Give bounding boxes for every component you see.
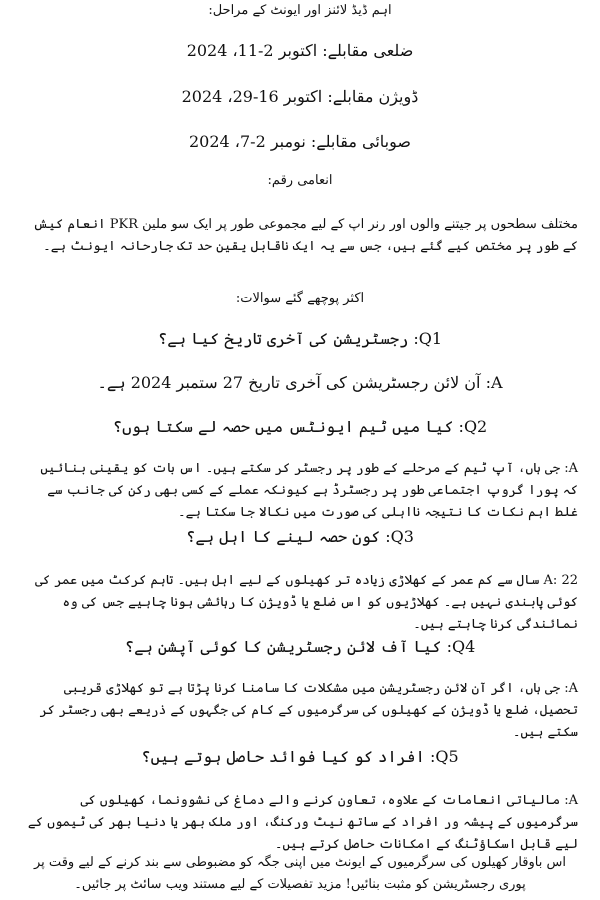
prize-paragraph: مختلف سطحوں پر جیتنے والوں اور رنر اپ کے لیے مجموعی طور پر ایک سو ملین PKR انعام کیش کے طور پر مختص کیے گئے ہیں، جس سے یہ ایک ناقابل یقین حد تک جارحانہ ایونٹ ہے۔: [32, 217, 578, 254]
section-heading-prize: انعامی رقم:: [267, 173, 333, 188]
closing-paragraph: اس باوقار کھیلوں کی سرگرمیوں کے ایونٹ میں اپنی جگہ کو مضبوطی سے بند کرنے کے لیے وقت پر پوری رجسٹریشن کو مثبت بنائیں! مزید تفصیلات کے لیے مستند ویب سائٹ پر جائیں۔: [34, 855, 566, 892]
deadline-provincial: صوبائی مقابلے: نومبر 2-7، 2024: [189, 132, 411, 151]
faq-question-1: Q1: رجسٹریشن کی آخری تاریخ کیا ہے؟: [157, 329, 443, 348]
faq-question-4: Q4: کیا آف لائن رجسٹریشن کا کوئی آپشن ہے؟: [124, 637, 476, 656]
faq-question-3: Q3: کون حصہ لینے کا اہل ہے؟: [186, 527, 414, 546]
section-heading-faq: اکثر پوچھے گئے سوالات:: [235, 291, 365, 306]
faq-question-5: Q5: افراد کو کیا فوائد حاصل ہوتے ہیں؟: [141, 747, 459, 766]
section-heading-deadlines: اہم ڈیڈ لائنز اور ایونٹ کے مراحل:: [208, 3, 392, 18]
faq-answer-2: A: جی ہاں، آپ ٹیم کے مرحلے کے طور پر رجسٹر کر سکتے ہیں۔ اس بات کو یقینی بنائیں کہ پورا گروپ اجتماعی طور پر رجسٹرڈ ہے کیونکہ عملے کے کسی بھی رکن کی جانب سے غلط اہم نکات کا نتیجہ نااہلی کی صورت میں نکالا جا سکتا ہے۔: [40, 461, 578, 520]
deadline-division: ڈویژن مقابلے: اکتوبر 16-29، 2024: [181, 87, 419, 106]
faq-answer-1: A: آن لائن رجسٹریشن کی آخری تاریخ 27 ستمبر 2024 ہے۔: [97, 373, 503, 392]
faq-answer-3: A: 22 سال سے کم عمر کے کھلاڑی زیادہ تر کھیلوں کے لیے اہل ہیں۔ تاہم کرکٹ میں عمر کی کوئی پابندی نہیں ہے۔ کھلاڑیوں کو اس ضلع یا ڈویژن کا رہائشی ہونا چاہیے جس کی وہ نمائندگی کرنا چاہتے ہیں۔: [34, 573, 578, 632]
faq-answer-5: A: مالیاتی انعامات کے علاوہ، تعاون کرنے والے دماغ کی نشوونما، کھیلوں کی سرگرمیوں کے پیشہ ور افراد کے ساتھ نیٹ ورکنگ، اور ملک بھر یا دنیا بھر کی ٹیموں کے لیے قابل اسکاؤٹنگ کے امکانات حاصل کرتے ہیں۔: [27, 793, 578, 852]
faq-question-2: Q2: کیا میں ٹیم ایونٹس میں حصہ لے سکتا ہوں؟: [112, 417, 488, 436]
deadline-district: ضلعی مقابلے: اکتوبر 2-11، 2024: [186, 41, 414, 60]
faq-answer-4: A: جی ہاں، اگر آن لائن رجسٹریشن میں مشکلات کا سامنا کرنا پڑتا ہے تو کھلاڑی قریبی تحصیل، ضلع یا ڈویژن کے کھیلوں کی سرگرمیوں کے کام کی جگہوں کے ذریعے بھی رجسٹر کر سکتے ہیں۔: [39, 681, 578, 740]
